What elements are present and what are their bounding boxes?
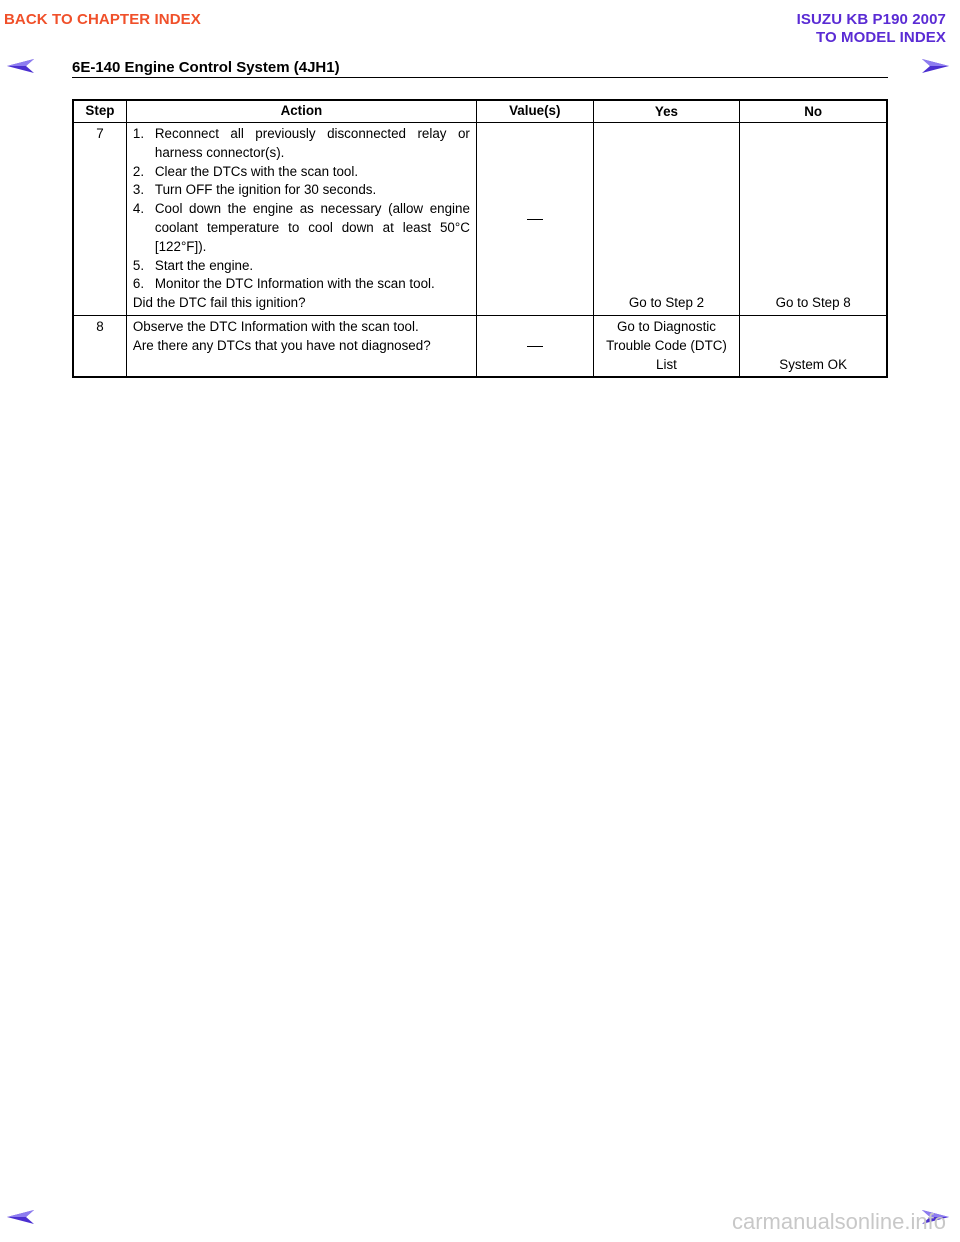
no-cell: System OK xyxy=(740,315,887,377)
diagnostic-procedure-table xyxy=(72,99,888,378)
column-header-yes: Yes xyxy=(593,100,740,123)
yes-cell: Go to Step 2 xyxy=(593,123,740,316)
column-header-values: Value(s) xyxy=(476,100,593,123)
to-model-index-link[interactable]: TO MODEL INDEX xyxy=(815,29,946,46)
list-item: 6. Monitor the DTC Information with the scan tool. xyxy=(132,276,435,292)
back-to-chapter-index-link[interactable]: BACK TO CHAPTER INDEX xyxy=(4,11,201,28)
step-number: 8 xyxy=(73,315,126,377)
watermark: carmanualsonline.info xyxy=(731,1209,946,1234)
column-header-no: No xyxy=(740,100,887,123)
action-cell xyxy=(126,315,476,377)
previous-page-arrow-icon[interactable] xyxy=(6,1207,36,1227)
model-title-link[interactable]: ISUZU KB P190 2007 xyxy=(796,11,946,28)
action-line: Observe the DTC Information with the scan tool. xyxy=(132,318,419,334)
table-row xyxy=(73,123,887,316)
table-header-row xyxy=(73,100,887,123)
value-cell xyxy=(476,315,593,377)
no-cell: Go to Step 8 xyxy=(740,123,887,316)
list-item: 1. Reconnect all previously disconnected relay or harness connector(s). xyxy=(132,126,470,160)
value-cell xyxy=(476,123,593,316)
header-divider xyxy=(72,77,888,78)
list-item: 2. Clear the DTCs with the scan tool. xyxy=(132,163,359,179)
column-header-step: Step xyxy=(73,100,126,123)
list-item: 5. Start the engine. xyxy=(132,257,254,273)
list-item: 4. Cool down the engine as necessary (allow engine coolant temperature to cool down at least 50°C [122°F]). xyxy=(132,201,470,254)
column-header-action: Action xyxy=(126,100,476,123)
empty-value-dash xyxy=(527,346,543,347)
previous-page-arrow-icon[interactable] xyxy=(6,56,36,76)
page-title: 6E-140 Engine Control System (4JH1) xyxy=(72,59,340,76)
action-cell xyxy=(126,123,476,316)
yes-cell: Go to Diagnostic Trouble Code (DTC) List xyxy=(593,315,740,377)
list-item: 3. Turn OFF the ignition for 30 seconds. xyxy=(132,182,377,198)
table-row xyxy=(73,315,887,377)
action-question: Are there any DTCs that you have not diagnosed? xyxy=(132,337,431,353)
step-number: 7 xyxy=(73,123,126,316)
empty-value-dash xyxy=(527,219,543,220)
action-question: Did the DTC fail this ignition? xyxy=(132,295,306,311)
next-page-arrow-icon[interactable] xyxy=(920,56,950,76)
action-list xyxy=(133,125,470,294)
